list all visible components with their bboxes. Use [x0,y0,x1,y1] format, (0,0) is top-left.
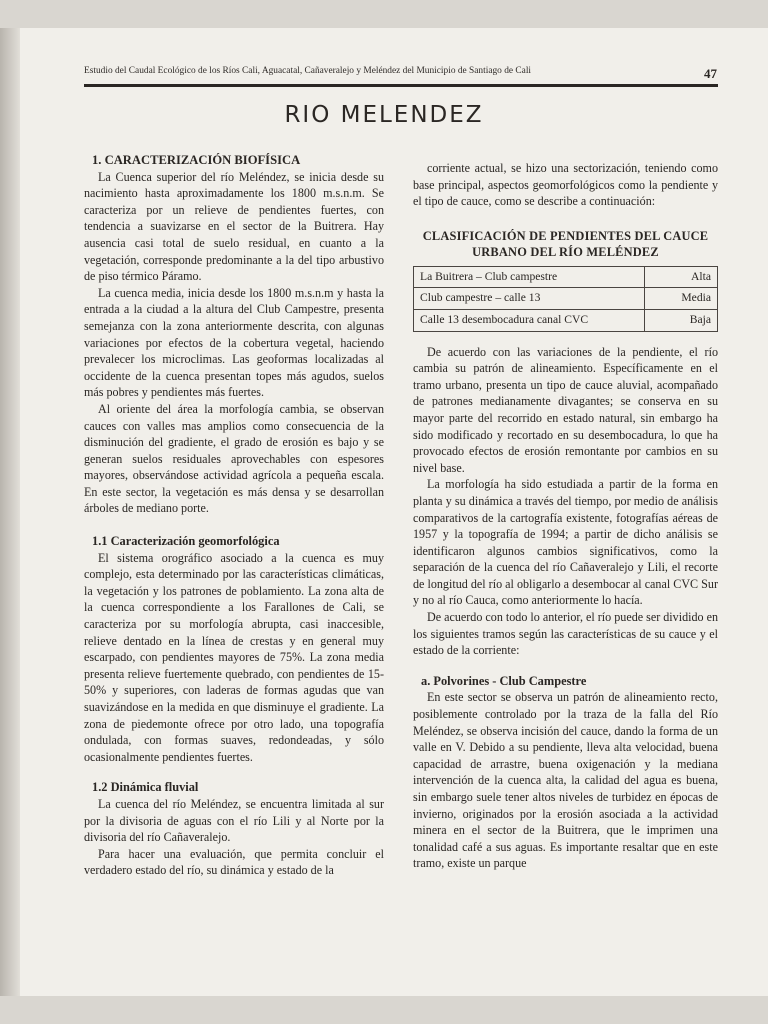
section-heading-polvorines: a. Polvorines - Club Campestre [421,673,587,688]
paragraph: La cuenca del río Meléndez, se encuentra limitada al sur por la divisoria de aguas con el río Lili y al Norte por la divisoria del río Cañaveralejo. [84,796,384,845]
page-shadow [0,28,22,996]
table-cell-tramo: Club campestre – calle 13 [414,288,645,310]
paragraph: La morfología ha sido estudiada a partir de la forma en planta y su dinámica a través del tiempo, por medio de análisis comparativos de la cartografía existente, fotografías aéreas de 1957 y la topografía de 1994; a partir de dicho análisis se identificaron algunos cambios significativos, como la separación de la cuenca del río Cañaveralejo y Lili, el recorte de longitud del río al obligarlo a desembocar al canal CVC Sur y no al río Cauca, como anteriormente lo hacía. [413,477,718,608]
section-heading-dinamica-fluvial: 1.2 Dinámica fluvial [92,780,199,795]
paragraph: Para hacer una evaluación, que permita concluir el verdadero estado del río, su dinámica y estado de la [84,846,384,878]
paragraph: La Cuenca superior del río Meléndez, se inicia desde su nacimiento hasta aproximadamente los 1800 m.s.n.m. Se caracteriza por un relieve de pendientes fuertes, con tendencia a suavizarse en el sector de la Buitrera. Hay ausencia casi total de suelo residual, en cuanto a la vegetación, corresponde predominante a la del tipo arbustivo de piso térmico Páramo. [84,169,384,284]
table-row [414,266,718,288]
running-header: Estudio del Caudal Ecológico de los Ríos Cali, Aguacatal, Cañaveralejo y Meléndez del Municipio de Santiago de Cali [84,66,532,76]
paragraph: En este sector se observa un patrón de alineamiento recto, posiblemente controlado por la traza de la falla del Río Meléndez, se observa incisión del cauce, dando la forma de un valle en V. Debido a su pendiente, lleva alta velocidad, buena capacidad de arrastre, buena oxigenación y la mediana intervención de la cuenca alta, la calidad del agua es buena, sin embargo suele tener altos niveles de turbidez en épocas de invierno, originados por la erosión asociada a la actividad minera en el sector de la Buitrera, que le imprimen una tonalidad café a sus aguas. Es importante resaltar que en este tramo, existe un parque [413,690,718,871]
table-cell-tramo: Calle 13 desembocadura canal CVC [414,309,645,331]
paragraph: Al oriente del área la morfología cambia, se observan cauces con valles mas amplios como consecuencia de la disminución del gradiente, el grado de erosión es bajo y se generan suelos residuales aprovechables con espesores mayores, observándose actividad agrícola a pequeña escala. En este sector, la vegetación es más densa y se desarrollan árboles de mediano porte. [84,401,384,516]
table-row [414,288,718,310]
paragraph: La cuenca media, inicia desde los 1800 m.s.n.m y hasta la entrada a la ciudad a la altura del Club Campestre, presenta semejanza con la zona anteriormente descrita, con algunas variaciones por efectos de la cobertura vegetal, haciendo prevalecer los microclimas. Las geoformas localizadas al occidente de la cuenca presentan topes más agudos, suelos más pobres y pendientes más fuertes. [84,285,384,400]
paragraph: El sistema orográfico asociado a la cuenca es muy complejo, esta determinado por las características climáticas, la vegetación y los patrones de poblamiento. La zona alta de la cuenca correspondiente a los Farallones de Cali, se caracteriza por su morfología abrupta, casi inaccesible, relieve dentado en la línea de crestas y en general muy escarpado, con pendientes mayores de 75%. La zona media presenta relieve fuertemente quebrado, con pendientes de 15-50% y superiores, con laderas de formas agudas que van suavizándose en la medida en que disminuye el gradiente. La zona de piedemonte ofrece por otro lado, una topografía ondulada, con formas suaves, redondeadas, y sólo ocasionalmente pendientes fuertes. [84,550,384,764]
table-cell-tramo: La Buitrera – Club campestre [414,266,645,288]
right-column [413,160,718,872]
left-column [84,152,384,879]
paragraph: De acuerdo con todo lo anterior, el río puede ser dividido en los siguientes tramos según las características de su cauce y el estado de la corriente: [413,610,719,658]
table-title-line: CLASIFICACIÓN DE PENDIENTES DEL CAUCE [422,228,709,243]
slopes-table [413,266,718,332]
table-cell-pendiente: Alta [645,266,718,288]
table-row [414,309,718,331]
page-number: 47 [704,66,717,81]
section-heading-geomorfologica: 1.1 Caracterización geomorfológica [92,534,280,549]
paragraph: De acuerdo con las variaciones de la pendiente, el río cambia su patrón de alineamiento. Específicamente en el tramo urbano, presenta un tipo de cauce aluvial, acompañado de patrones medianamente divagantes; se conserva en su mayor parte del recorrido en estado natural, sin embargo ha sido modificado y recortado en su desembocadura, lo que ha provocado efectos de erosión remontante por cambios en su nivel base. [413,344,718,475]
table-cell-pendiente: Media [645,288,718,310]
page-title: RIO MELENDEZ [284,102,484,128]
section-heading-biofisica: 1. CARACTERIZACIÓN BIOFÍSICA [92,153,301,167]
table-title-line: URBANO DEL RÍO MELÉNDEZ [472,244,659,259]
paragraph: corriente actual, se hizo una sectorización, teniendo como base principal, aspectos geomorfológicos como la pendiente y el tipo de cauce, como se describe a continuación: [413,161,718,209]
header-rule [84,84,718,87]
table-cell-pendiente: Baja [645,309,718,331]
table-title [413,228,718,260]
